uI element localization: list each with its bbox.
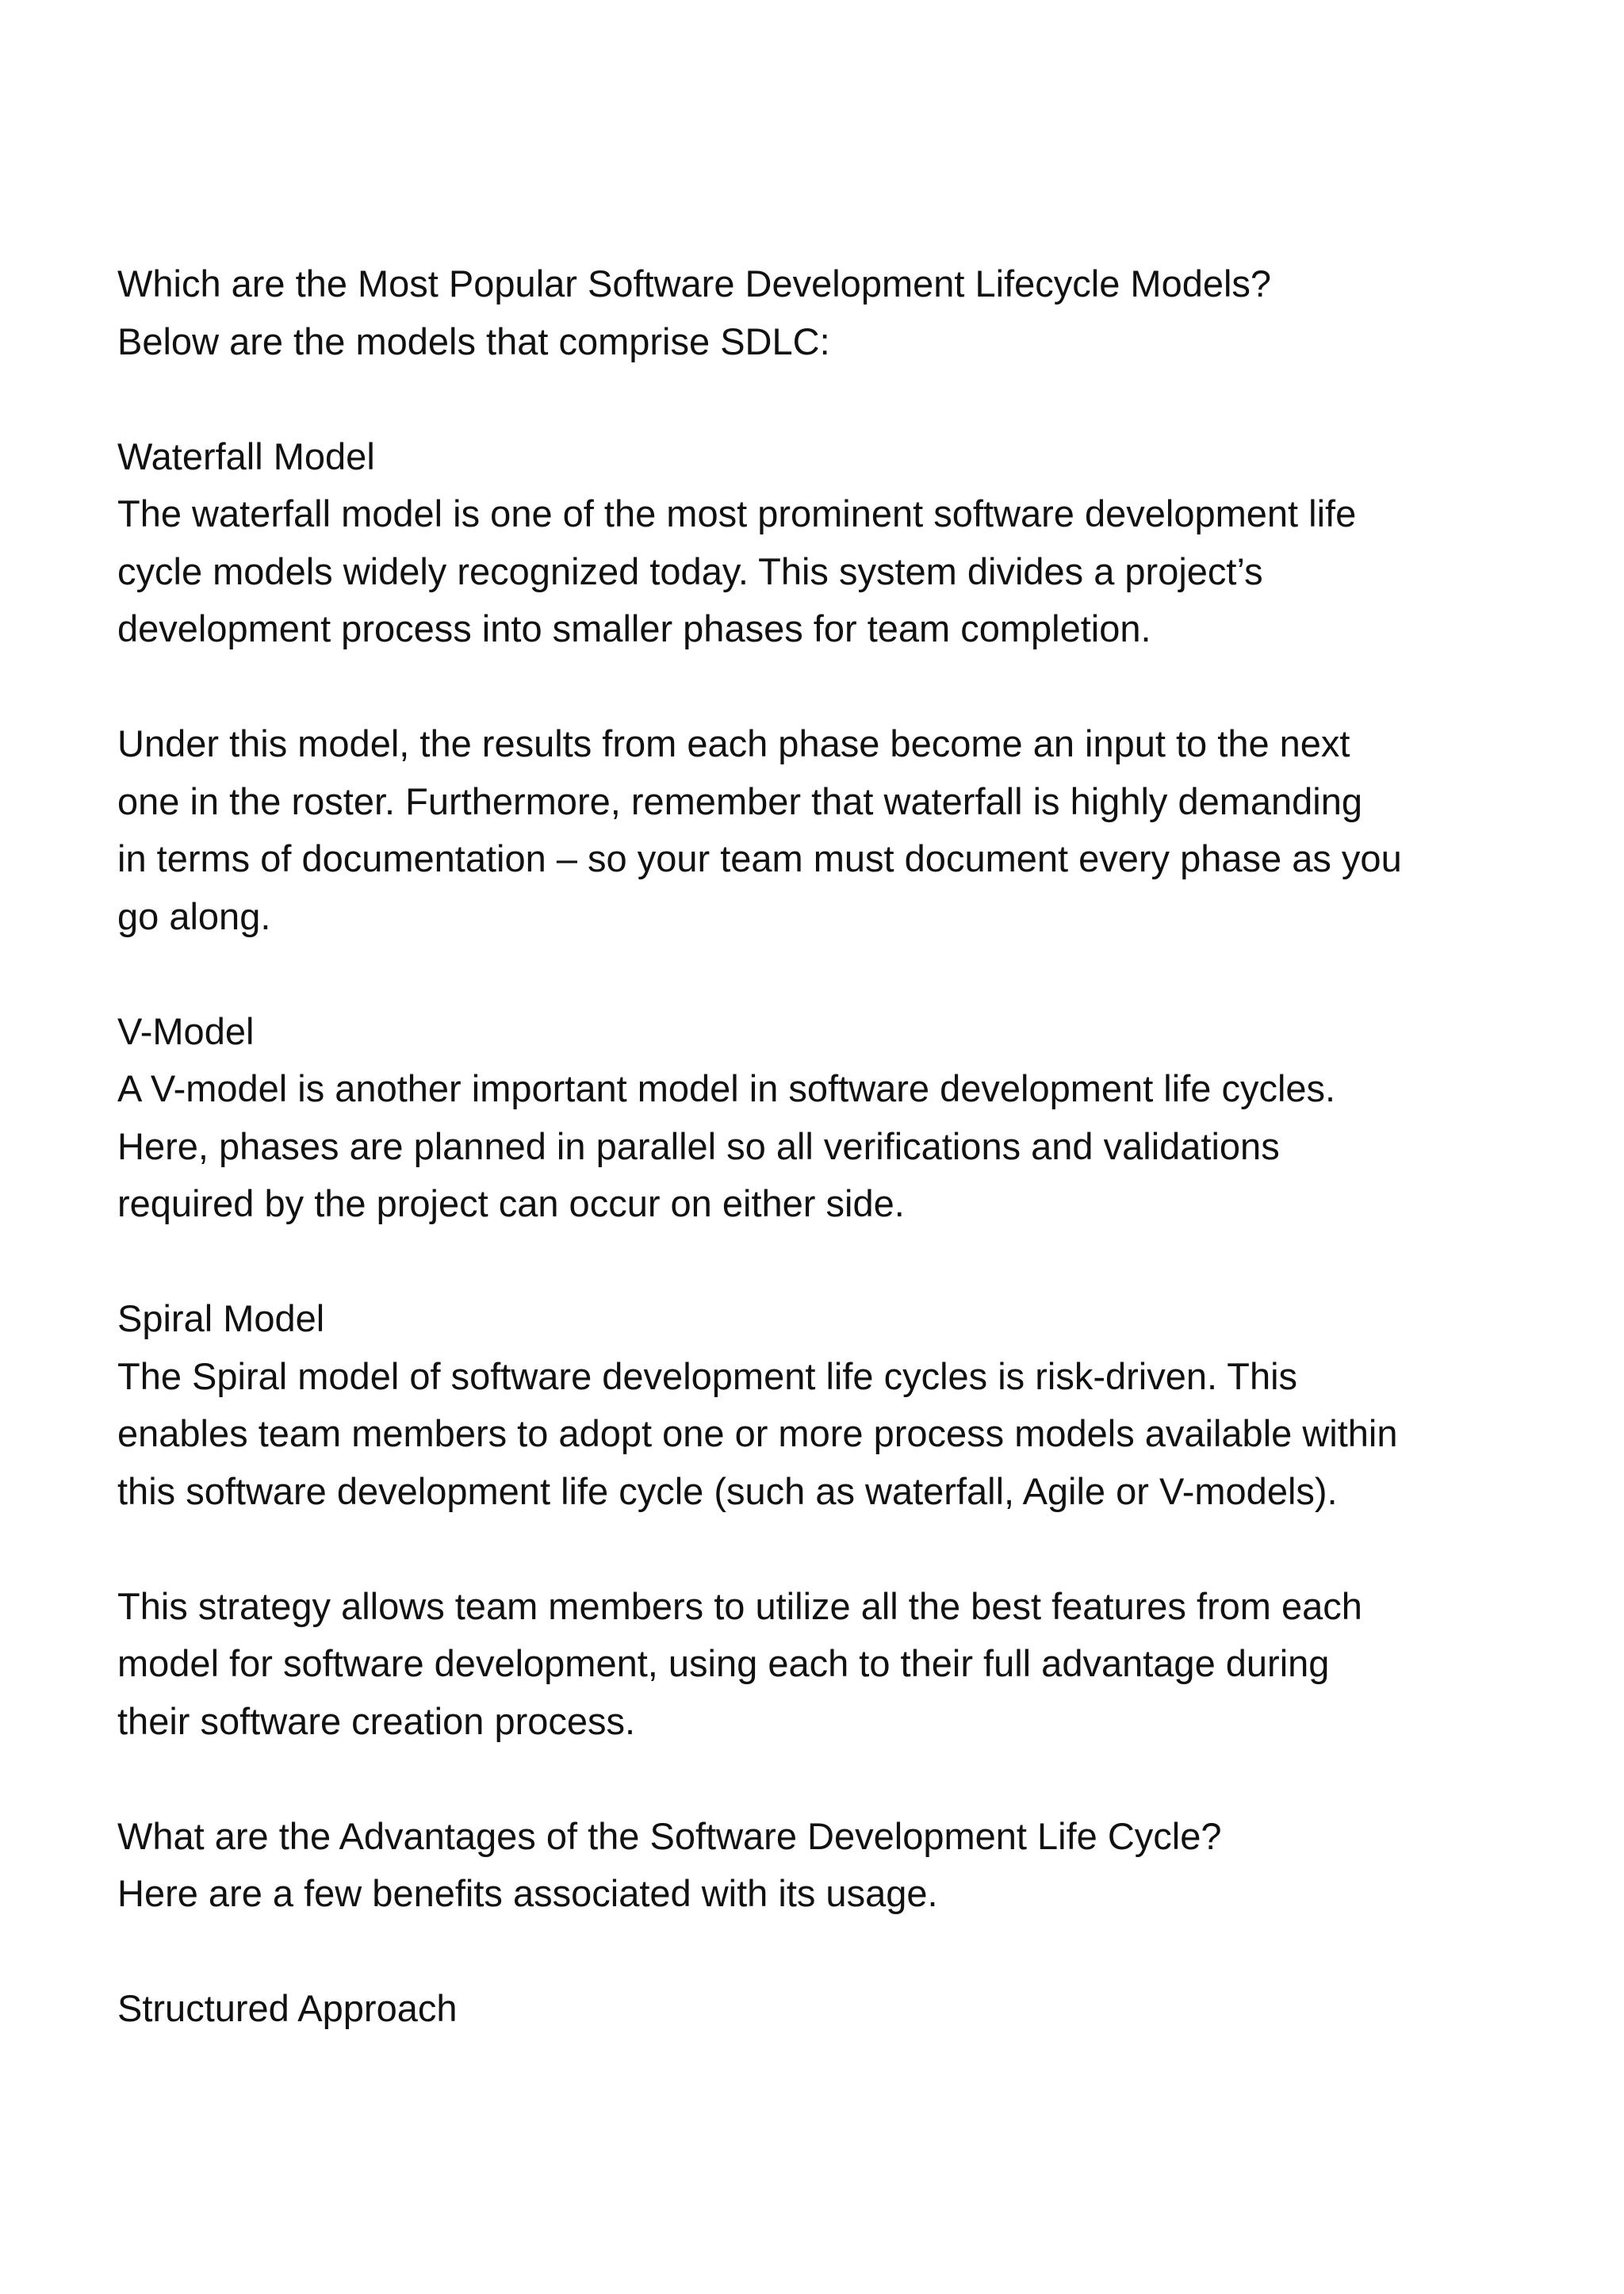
spacer bbox=[117, 1233, 1529, 1291]
section-lead-models: Below are the models that comprise SDLC: bbox=[117, 320, 830, 362]
spiral-text-line: model for software development, using each to their full advantage during bbox=[117, 1642, 1330, 1684]
v-model-text-line: A V-model is another important model in software development life cycles. bbox=[117, 1067, 1336, 1109]
spacer bbox=[117, 945, 1529, 1003]
spacer bbox=[117, 370, 1529, 428]
spacer bbox=[117, 1750, 1529, 1808]
spacer bbox=[117, 658, 1529, 716]
waterfall-text-line: in terms of documentation – so your team must document every phase as you bbox=[117, 837, 1402, 879]
waterfall-text-line: one in the roster. Furthermore, remember that waterfall is highly demanding bbox=[117, 779, 1363, 822]
section-question-models: Which are the Most Popular Software Development Lifecycle Models? bbox=[117, 262, 1272, 304]
v-model-text-line: Here, phases are planned in parallel so all verifications and validations bbox=[117, 1124, 1280, 1167]
spiral-text-line: their software creation process. bbox=[117, 1699, 636, 1742]
waterfall-text-line: Under this model, the results from each phase become an input to the next bbox=[117, 722, 1350, 764]
heading-waterfall: Waterfall Model bbox=[117, 435, 375, 477]
spacer bbox=[117, 1923, 1529, 1981]
document-body bbox=[117, 255, 1529, 2038]
spacer bbox=[117, 1520, 1529, 1578]
spiral-text-line: This strategy allows team members to utilize all the best features from each bbox=[117, 1584, 1362, 1627]
waterfall-text-line: go along. bbox=[117, 894, 271, 937]
waterfall-text-line: The waterfall model is one of the most prominent software development life bbox=[117, 492, 1357, 534]
spiral-text-line: enables team members to adopt one or more process models available within bbox=[117, 1412, 1398, 1454]
section-question-advantages: What are the Advantages of the Software Development Life Cycle? bbox=[117, 1814, 1222, 1857]
heading-v-model: V-Model bbox=[117, 1009, 255, 1052]
waterfall-text-line: development process into smaller phases for team completion. bbox=[117, 607, 1151, 649]
v-model-text-line: required by the project can occur on either side. bbox=[117, 1182, 905, 1224]
heading-structured-approach: Structured Approach bbox=[117, 1987, 458, 2029]
heading-spiral-model: Spiral Model bbox=[117, 1297, 325, 1339]
spiral-text-line: this software development life cycle (such as waterfall, Agile or V-models). bbox=[117, 1469, 1338, 1512]
spiral-text-line: The Spiral model of software development life cycles is risk-driven. This bbox=[117, 1354, 1298, 1397]
waterfall-text-line: cycle models widely recognized today. This system divides a project’s bbox=[117, 550, 1263, 592]
section-lead-advantages: Here are a few benefits associated with its usage. bbox=[117, 1872, 938, 1914]
